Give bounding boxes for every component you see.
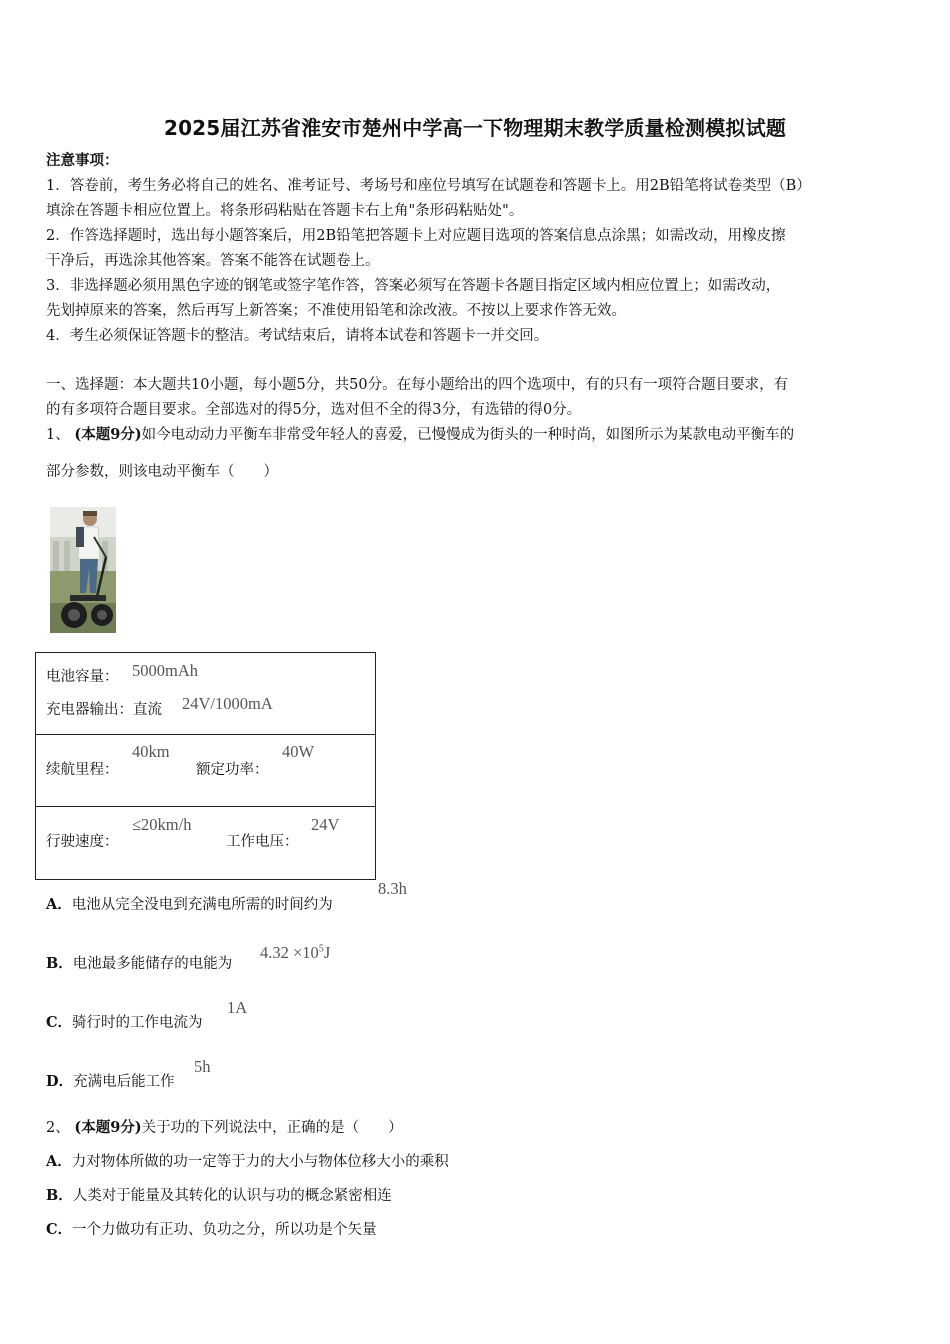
voltage-value: 24V — [311, 815, 340, 834]
option-c-math: 1A — [227, 998, 248, 1017]
notice-line: 先划掉原来的答案，然后再写上新答案；不准使用铅笔和涂改液。不按以上要求作答无效。 — [46, 303, 626, 319]
option-text: 电池最多能储存的电能为 — [72, 956, 233, 972]
option-text: 一个力做功有正功、负功之分，所以功是个矢量 — [72, 1222, 377, 1238]
option-d[interactable] — [46, 1072, 908, 1092]
battery-label: 电池容量： — [46, 669, 119, 685]
option-b[interactable] — [46, 954, 908, 974]
question-points: (本题9分) — [74, 426, 142, 443]
option-c[interactable] — [46, 1013, 908, 1033]
q2-option-a[interactable] — [46, 1152, 908, 1172]
option-label: C． — [46, 1014, 73, 1031]
scooter-illustration — [50, 507, 116, 633]
spec-table — [35, 652, 376, 880]
spec-cell-speed-voltage — [36, 807, 376, 880]
q2-option-c[interactable] — [46, 1220, 908, 1240]
option-label: B． — [46, 1187, 73, 1204]
option-label: A． — [46, 896, 72, 913]
page-title: 2025届江苏省淮安市楚州中学高一下物理期末教学质量检测模拟试题 — [163, 116, 787, 140]
option-d-math: 5h — [194, 1057, 211, 1076]
option-label: D． — [46, 1073, 74, 1090]
notice-line: 4．考生必须保证答题卡的整洁。考试结束后，请将本试卷和答题卡一并交回。 — [46, 328, 549, 344]
notice-line: 1．答卷前，考生务必将自己的姓名、准考证号、考场号和座位号填写在试题卷和答题卡上。用2B铅笔将试卷类型（B） — [46, 178, 811, 194]
option-a-math: 8.3h — [378, 879, 407, 898]
scooter-photo — [50, 507, 116, 633]
section-instructions: 的有多项符合题目要求。全部选对的得5分，选对但不全的得3分，有选错的得0分。 — [46, 402, 582, 418]
option-text: 充满电后能工作 — [73, 1074, 175, 1090]
notice-heading: 注意事项： — [46, 152, 119, 169]
section-instructions: 一、选择题：本大题共10小题，每小题5分，共50分。在每小题给出的四个选项中，有的只有一项符合题目要求，有 — [46, 377, 789, 393]
option-b-math — [260, 943, 330, 963]
notice-line: 3．非选择题必须用黑色字迹的钢笔或签字笔作答，答案必须写在答题卡各题目指定区域内相应位置上；如需改动， — [46, 278, 781, 294]
question-number: 2、 — [46, 1120, 70, 1136]
speed-label: 行驶速度： — [46, 834, 119, 850]
speed-value: ≤20km/h — [132, 815, 192, 834]
option-label: C． — [46, 1221, 73, 1238]
option-label: B． — [46, 955, 73, 972]
option-text: 骑行时的工作电流为 — [72, 1015, 203, 1031]
question-points: (本题9分) — [74, 1119, 142, 1136]
spec-cell-range-power — [36, 735, 376, 807]
question-text: 关于功的下列说法中，正确的是（ ） — [141, 1120, 403, 1136]
option-a[interactable] — [46, 895, 908, 915]
q2-option-b[interactable] — [46, 1186, 908, 1206]
charger-value: 24V/1000mA — [182, 694, 273, 713]
option-text: 力对物体所做的功一定等于力的大小与物体位移大小的乘积 — [71, 1154, 449, 1170]
question-1-stem-cont: 部分参数，则该电动平衡车（ ） — [46, 464, 278, 480]
option-b-math-exponent: 5 — [318, 943, 324, 955]
question-text: 如今电动动力平衡车非常受年轻人的喜爱，已慢慢成为街头的一种时尚，如图所示为某款电动平衡车的 — [141, 427, 795, 443]
option-label: A． — [46, 1153, 72, 1170]
voltage-label: 工作电压： — [226, 834, 299, 850]
question-number: 1、 — [46, 427, 70, 443]
battery-value: 5000mAh — [132, 661, 198, 680]
power-value: 40W — [282, 742, 315, 761]
spec-cell-battery-charger — [36, 653, 376, 735]
notice-line: 2．作答选择题时，选出每小题答案后，用2B铅笔把答题卡上对应题目选项的答案信息点涂黑；如需改动，用橡皮擦 — [46, 228, 786, 244]
range-label: 续航里程： — [46, 762, 119, 778]
option-text: 人类对于能量及其转化的认识与功的概念紧密相连 — [72, 1188, 392, 1204]
question-2-stem — [46, 1118, 908, 1138]
power-label: 额定功率： — [196, 762, 269, 778]
charger-label: 充电器输出：直流 — [46, 702, 162, 718]
option-b-math-unit: J — [323, 943, 331, 962]
option-b-math-base: 4.32 ×10 — [260, 943, 319, 962]
notice-line: 干净后，再选涂其他答案。答案不能答在试题卷上。 — [46, 253, 380, 269]
notice-line: 填涂在答题卡相应位置上。将条形码粘贴在答题卡右上角"条形码粘贴处"。 — [46, 203, 524, 219]
option-text: 电池从完全没电到充满电所需的时间约为 — [71, 897, 333, 913]
question-1-stem — [46, 425, 908, 445]
range-value: 40km — [132, 742, 170, 761]
